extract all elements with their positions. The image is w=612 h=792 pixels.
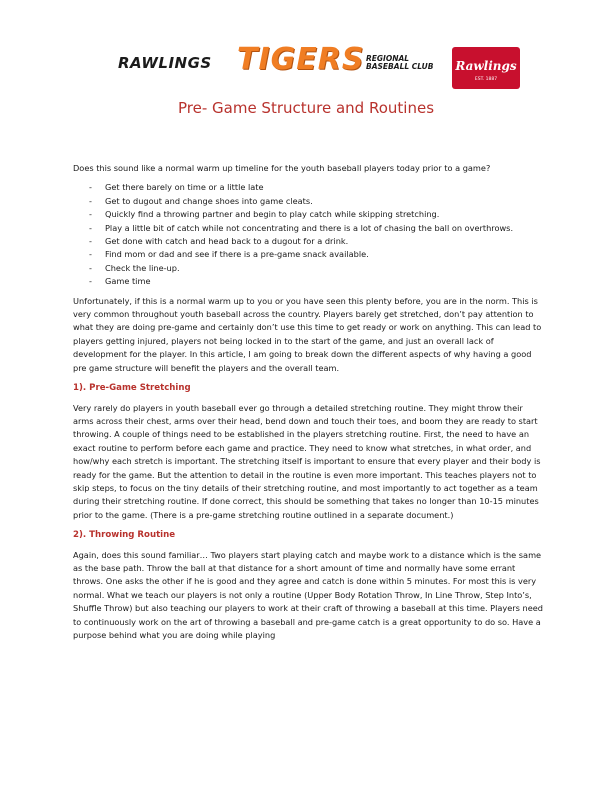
page-title: Pre- Game Structure and Routines xyxy=(177,99,435,117)
body-paragraph: Again, does this sound familiar… Two players start playing catch and maybe work to a distance which is the same as the base path. Throw the ball at that distance for a short amount of time and normally have some errant throws. One asks the other if he is good and they agree and catch is done within 5 minutes. For most this is very normal. What we teach our players is not only a routine (Upper Body Rotation Throw, In Line Throw, Step Into’s, Shuffle Throw) but also teaching our players to work at their craft of throwing a baseball at this time. Players need to continuously work on the art of throwing a baseball and pre-game catch is a great opportunity to do so. Have a purpose behind what you are doing while playing xyxy=(73,549,543,640)
list-item: - Get done with catch and head back to a dugout for a drink. xyxy=(89,236,349,247)
list-item: - Get there barely on time or a little late xyxy=(89,182,264,193)
section-heading: 1). Pre-Game Stretching xyxy=(73,383,191,394)
warmup-list xyxy=(73,181,543,288)
rawlings-badge-logo xyxy=(452,47,520,89)
list-item: - Play a little bit of catch while not concentrating and there is a lot of chasing the ball on overthrows. xyxy=(89,222,514,233)
page-header xyxy=(0,0,612,95)
document-body xyxy=(73,162,543,647)
list-item: - Quickly find a throwing partner and begin to play catch while skipping stretching. xyxy=(89,209,440,220)
body-paragraph: Very rarely do players in youth baseball ever go through a detailed stretching routine. They might throw their arms across their chest, arms over their head, bend down and touch their toes, and boom they are ready to start throwing. A couple of things need to be established in the players stretching routine. First, the need to have an exact routine to perform before each game and practice. They need to know what stretches, in what order, and how/why each stretch is important. The stretching itself is important to ensure that every player and their body is ready for the game. But the attention to detail in the routine is even more important. This teaches players not to skip steps, to focus on the tiny details of their stretching routine, and most importantly to act together as a team during their stretching routine. If done correct, this should be something that takes no longer than 10-15 minutes prior to the game. (There is a pre-game stretching routine outlined in a separate document.) xyxy=(73,402,541,520)
logo-regional-text: REGIONAL BASEBALL CLUB xyxy=(366,54,434,71)
list-item: - Check the line-up. xyxy=(89,262,180,273)
logo-rawlings-text: RAWLINGS xyxy=(118,54,212,72)
badge-est-text: EST. 1887 xyxy=(474,77,498,82)
badge-script-text: Rawlings xyxy=(455,59,517,73)
intro-paragraph: Does this sound like a normal warm up timeline for the youth baseball players today prior to a game? xyxy=(73,163,491,173)
list-item: - Find mom or dad and see if there is a pre-game snack available. xyxy=(89,249,369,260)
section-heading: 2). Throwing Routine xyxy=(73,530,176,541)
list-item: - Game time xyxy=(89,276,151,287)
logo-tigers-text: TIGERS xyxy=(237,42,365,77)
list-item: - Get to dugout and change shoes into game cleats. xyxy=(89,195,313,206)
body-paragraph: Unfortunately, if this is a normal warm up to you or you have seen this plenty before, you are in the norm. This is very common throughout youth baseball across the country. Players barely get stretched, don’t pay attention to what they are doing pre-game and certainly don’t use this time to get ready or work on anything. This can lead to players getting injured, players not being locked in to the start of the game, and just an overall lack of development for the player. In this article, I am going to break down the different aspects of why having a good pre game structure will benefit the players and the overall team. xyxy=(73,295,542,373)
